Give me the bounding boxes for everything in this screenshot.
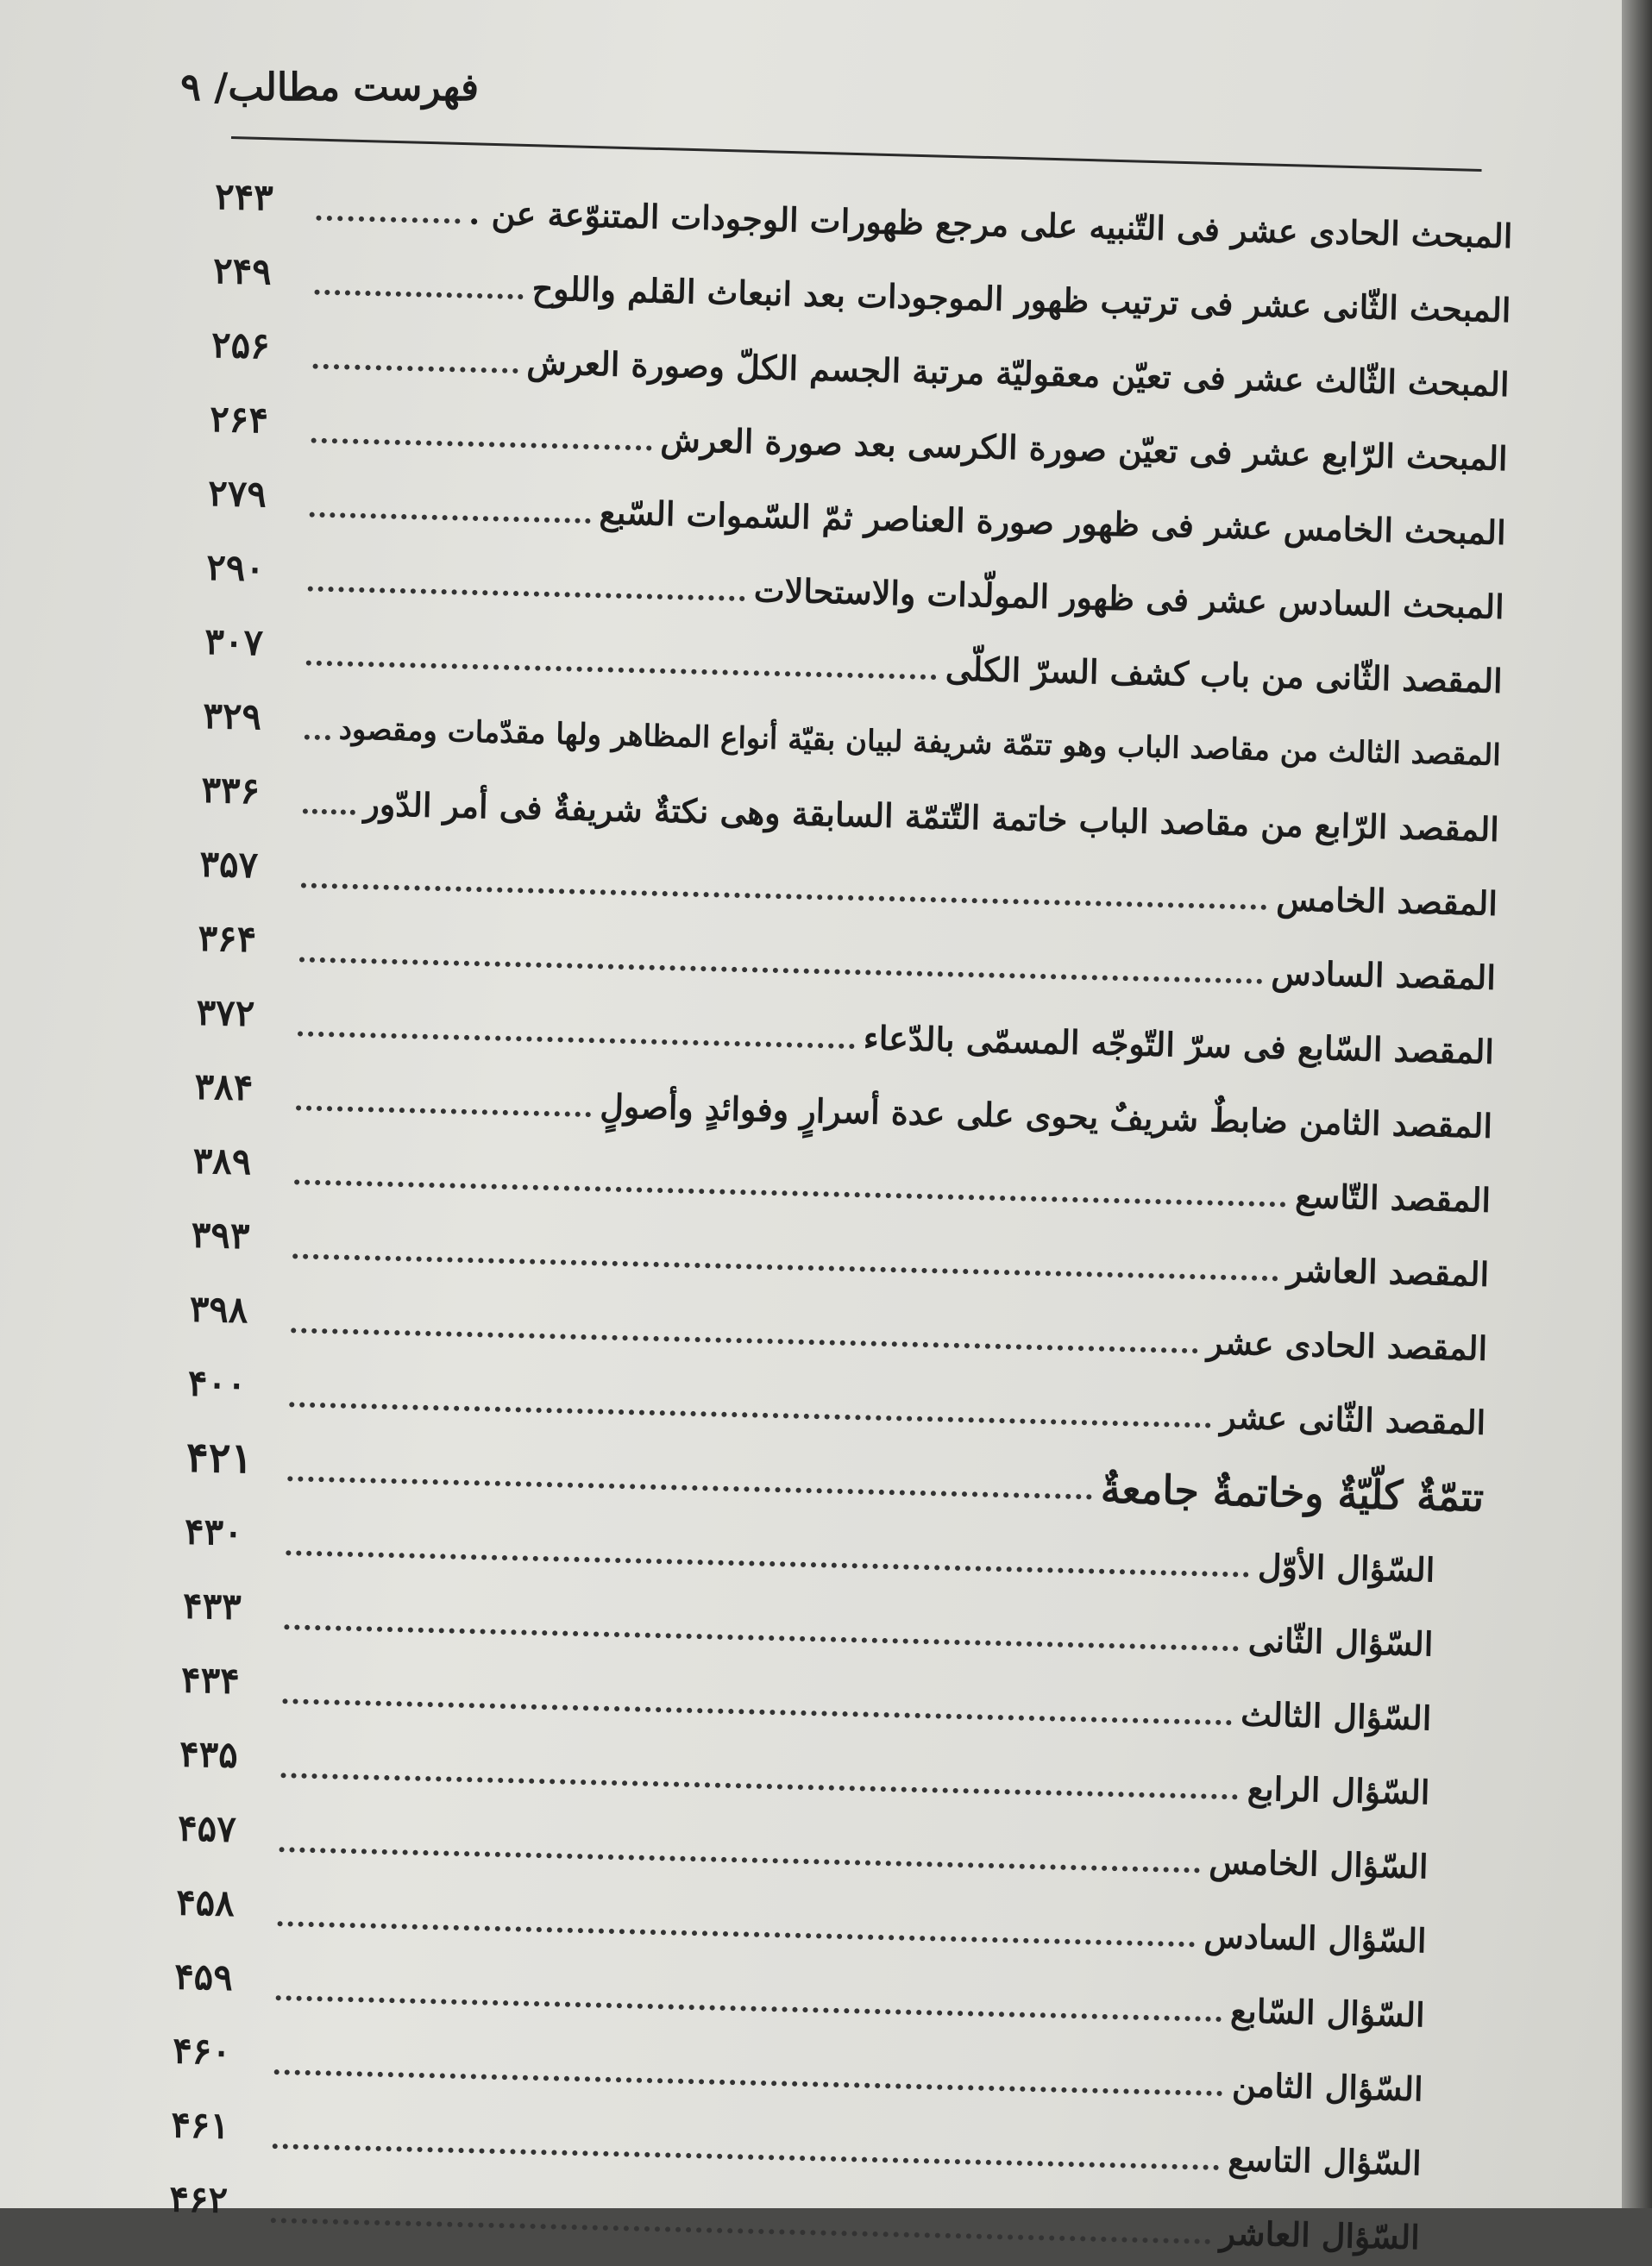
toc-page-number: ۴۳۵ <box>179 1732 239 1777</box>
dot-leader <box>316 216 460 224</box>
toc-page-number: ۳۶۴ <box>197 916 257 961</box>
dot-leader <box>313 364 518 373</box>
toc-page-number: ۳۷۲ <box>196 990 255 1035</box>
toc-entry-title: السّؤال العاشر <box>1219 2213 1421 2257</box>
toc-page-number: ۳۹۸ <box>189 1287 248 1332</box>
toc-entry-title: السّؤال الرابع <box>1247 1768 1430 1812</box>
toc-entry-title: السّؤال الأوّل <box>1257 1546 1435 1590</box>
dot-leader <box>280 1773 1238 1799</box>
dot-leader <box>303 808 355 814</box>
toc-entry-title: السّؤال السّابع <box>1229 1991 1426 2035</box>
dot-leader <box>280 1847 1201 1873</box>
dot-leader <box>284 1624 1239 1651</box>
toc-entry-title: السّؤال الثّانى <box>1247 1620 1434 1664</box>
dot-leader <box>306 661 937 681</box>
dot-leader <box>301 882 1267 909</box>
toc-entry-title: المقصد الرّابع من مقاصد الباب خاتمة التّتمّة السابقة وهى نكتةٌ شريفةٌ فى أمر الدّور <box>363 784 1500 849</box>
toc-entry-title: المبحث الرّابع عشر فى تعيّن صورة الكرسى بعد صورة العرش <box>660 419 1509 479</box>
toc-page-number: ۳۹۳ <box>191 1213 250 1258</box>
dot-leader <box>314 290 523 299</box>
toc-page-number: ۲۹۰ <box>205 545 266 590</box>
dot-leader <box>278 1921 1196 1947</box>
toc-entry-title: السّؤال الثالث <box>1240 1694 1432 1738</box>
toc-page-number: ۲۵۶ <box>210 323 271 367</box>
toc-page-number: ۴۲۱ <box>185 1433 254 1484</box>
toc-page-number: ۳۰۷ <box>204 619 264 664</box>
toc-page-number: ۴۶۲ <box>168 2177 229 2221</box>
dot-leader <box>282 1698 1232 1725</box>
dot-leader <box>271 2218 1211 2244</box>
dot-leader <box>286 1550 1249 1577</box>
toc-page-number: ۲۷۹ <box>207 471 267 516</box>
toc-entry-title: السّؤال الخامس <box>1208 1842 1429 1886</box>
toc-entry-title: المقصد السادس <box>1271 953 1497 997</box>
toc-entry-title: السّؤال السادس <box>1203 1916 1428 1961</box>
toc-entry-title: المقصد الحادى عشر <box>1206 1322 1488 1368</box>
toc-page-number: ۲۶۴ <box>209 397 269 442</box>
toc-page-number: ۲۴۳ <box>214 174 274 219</box>
toc-entry-title: المقصد الثامن ضابطٌ شريفٌ يحوى على عدة أسرارٍ وفوائدٍ وأصولٍ <box>599 1086 1493 1146</box>
toc-entry-title: المبحث الحادى عشر فى التّنبيه على مرجع ظهورات الوجودات المتنوّعة عن . <box>468 192 1513 256</box>
toc-entry-title: المقصد الخامس <box>1275 879 1498 923</box>
dot-leader <box>276 1995 1222 2022</box>
toc-page-number: ۴۶۰ <box>172 2029 232 2073</box>
toc-page-number: ۳۵۷ <box>198 842 259 887</box>
toc-page-number: ۴۵۸ <box>175 1880 236 1925</box>
dot-leader <box>291 1328 1198 1353</box>
dot-leader <box>289 1402 1211 1428</box>
page-edge-shadow <box>1622 0 1652 2208</box>
toc-entry-title: المبحث الثّالث عشر فى تعيّن معقوليّة مرتبة الجسم الكلّ وصورة العرش <box>526 342 1510 405</box>
toc-page-number: ۳۸۴ <box>194 1064 254 1109</box>
toc-page-number: ۴۳۰ <box>184 1510 244 1554</box>
dot-leader <box>273 2144 1220 2170</box>
running-header: فهرست مطالب/ ۹ <box>180 66 479 110</box>
toc-page-number: ۴۵۷ <box>177 1806 237 1851</box>
toc-page-number: ۴۳۳ <box>182 1584 242 1629</box>
toc-entry-title: المبحث الثّانى عشر فى ترتيب ظهور الموجودات بعد انبعاث القلم واللوح <box>531 268 1511 330</box>
dot-leader <box>311 438 652 451</box>
dot-leader <box>308 587 745 602</box>
toc-page-number: ۴۳۴ <box>180 1658 241 1703</box>
dot-leader <box>299 957 1263 983</box>
toc-page-number: ۴۵۹ <box>173 1955 234 1999</box>
toc-entry-title: السّؤال الثامن <box>1231 2065 1424 2109</box>
dot-leader <box>274 2069 1223 2096</box>
dot-leader <box>287 1476 1092 1499</box>
toc-entry-title: المقصد الثّانى من باب كشف السرّ الكلّى <box>945 649 1504 700</box>
toc-entry-title: المقصد الثّانى عشر <box>1220 1397 1486 1442</box>
dot-leader <box>296 1105 591 1117</box>
toc-entry-title: المقصد الثالث من مقاصد الباب وهو تتمّة شريفة لبيان بقيّة أنواع المظاهر ولها مقدّمات ومقصود <box>338 712 1502 773</box>
toc-entry-title: السّؤال التاسع <box>1227 2139 1423 2183</box>
dot-leader <box>305 735 330 741</box>
toc-page-number: ۴۰۰ <box>187 1361 248 1406</box>
toc-entry-title: المبحث الخامس عشر فى ظهور صورة العناصر ثمّ السّموات السّبع <box>599 493 1507 553</box>
toc-entry-title: تتمّةٌ كلّيّةٌ وخاتمةٌ جامعةٌ <box>1100 1465 1485 1521</box>
dot-leader <box>298 1031 855 1049</box>
toc-entry-title: المبحث السادس عشر فى ظهور المولّدات والاستحالات <box>753 570 1505 627</box>
toc-page-number: ۲۴۹ <box>212 248 273 293</box>
dot-leader <box>310 512 591 524</box>
toc-page-number: ۳۸۹ <box>192 1139 252 1183</box>
toc-page-number: ۳۳۶ <box>200 768 261 813</box>
toc-page-number: ۴۶۱ <box>170 2103 230 2147</box>
toc-entry-title: المقصد التّاسع <box>1294 1176 1492 1220</box>
table-of-contents <box>168 160 1513 2266</box>
toc-entry-title: المقصد العاشر <box>1286 1250 1490 1294</box>
toc-page-number: ۳۲۹ <box>202 694 262 738</box>
toc-entry-title: المقصد السّابع فى سرّ التّوجّه المسمّى بالدّعاء <box>863 1018 1495 1071</box>
